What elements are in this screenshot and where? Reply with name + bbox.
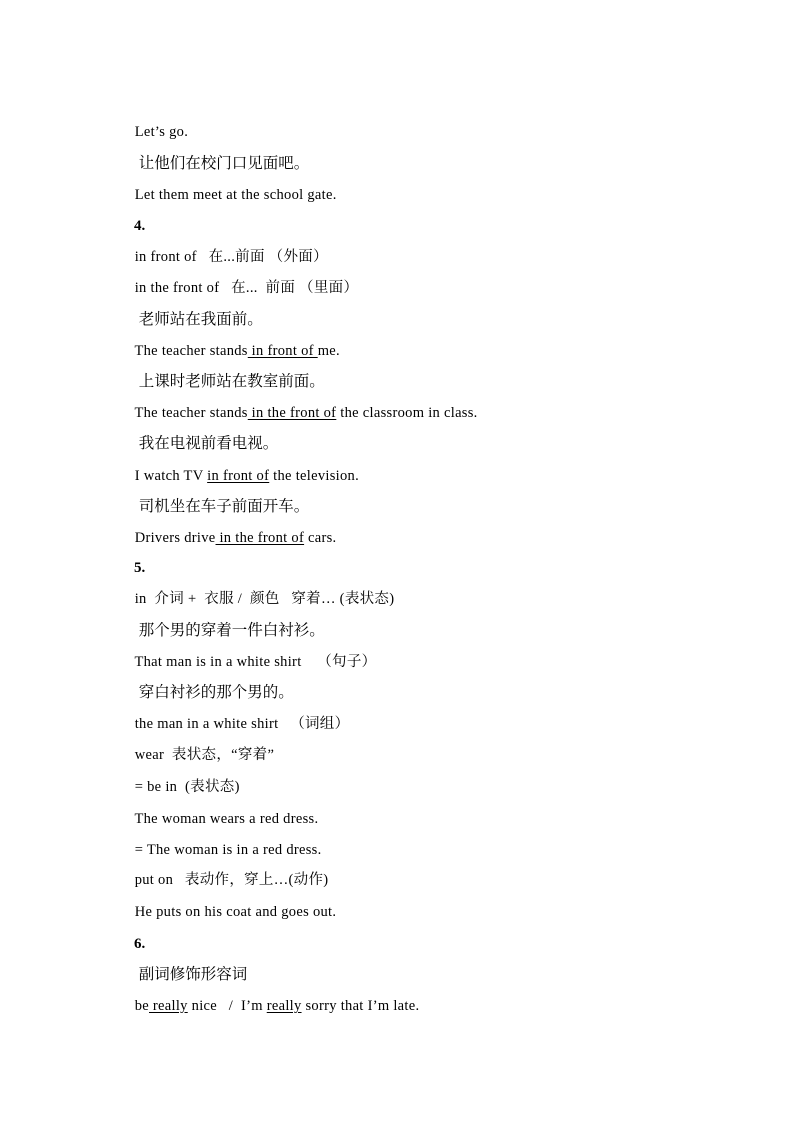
- text-line-teacher-stands-classroom: The teacher stands in the front of the classroom in class.: [134, 405, 478, 421]
- section-number-6: 6.: [134, 936, 146, 952]
- text-line-chinese-man-white-shirt: 那个男的穿着一件白衬衫。: [138, 621, 325, 639]
- text-line-woman-in-dress: = The woman is in a red dress.: [134, 842, 322, 858]
- text-line-wear-definition: wear 表状态，“穿着”: [134, 747, 275, 763]
- text-line-chinese-adverb-adjective: 副词修饰形容词: [138, 965, 248, 983]
- text-line-in-front-of-definition: in front of 在...前面 （外面）: [134, 249, 328, 265]
- text-line-be-in-definition: = be in (表状态): [134, 779, 240, 795]
- text-line-man-in-white-shirt-sentence: That man is in a white shirt （句子）: [134, 654, 377, 670]
- text-line-drivers-drive: Drivers drive in the front of cars.: [134, 530, 337, 546]
- text-line-chinese-teacher-front: 老师站在我面前。: [138, 310, 263, 328]
- text-line-chinese-drivers: 司机坐在车子前面开车。: [138, 497, 310, 515]
- text-line-woman-wears-dress: The woman wears a red dress.: [134, 811, 319, 827]
- section-number-5: 5.: [134, 560, 146, 576]
- text-line-teacher-stands-in-front: The teacher stands in front of me.: [134, 343, 340, 359]
- text-line-really-nice-sorry: be really nice / I’m really sorry that I’m late.: [134, 998, 420, 1014]
- text-line-chinese-watch-tv: 我在电视前看电视。: [138, 434, 279, 452]
- underlined-phrase: in the front of: [247, 405, 337, 421]
- underlined-phrase: in the front of: [215, 530, 305, 546]
- text-line-puts-on-coat: He puts on his coat and goes out.: [134, 904, 337, 920]
- underlined-word: really: [266, 998, 302, 1014]
- underlined-word: really: [149, 998, 188, 1014]
- text-line-lets-go: Let’s go.: [134, 124, 189, 140]
- underlined-phrase: in front of: [247, 343, 318, 359]
- text-line-chinese-white-shirt-man: 穿白衬衫的那个男的。: [138, 683, 294, 701]
- text-line-in-the-front-of-definition: in the front of 在... 前面 （里面）: [134, 280, 359, 296]
- text-line-chinese-classroom-front: 上课时老师站在教室前面。: [138, 372, 325, 390]
- text-line-chinese-meet-gate: 让他们在校门口见面吧。: [138, 154, 310, 172]
- section-number-4: 4.: [134, 218, 146, 234]
- text-line-put-on-definition: put on 表动作，穿上…(动作): [134, 872, 329, 888]
- text-line-in-clothes-color: in 介词 + 衣服 / 颜色 穿着… (表状态): [134, 591, 395, 607]
- text-line-watch-tv: I watch TV in front of the television.: [134, 468, 360, 484]
- text-line-man-in-white-shirt-phrase: the man in a white shirt （词组）: [134, 716, 350, 732]
- text-line-meet-school-gate: Let them meet at the school gate.: [134, 187, 337, 203]
- underlined-phrase: in front of: [207, 468, 270, 484]
